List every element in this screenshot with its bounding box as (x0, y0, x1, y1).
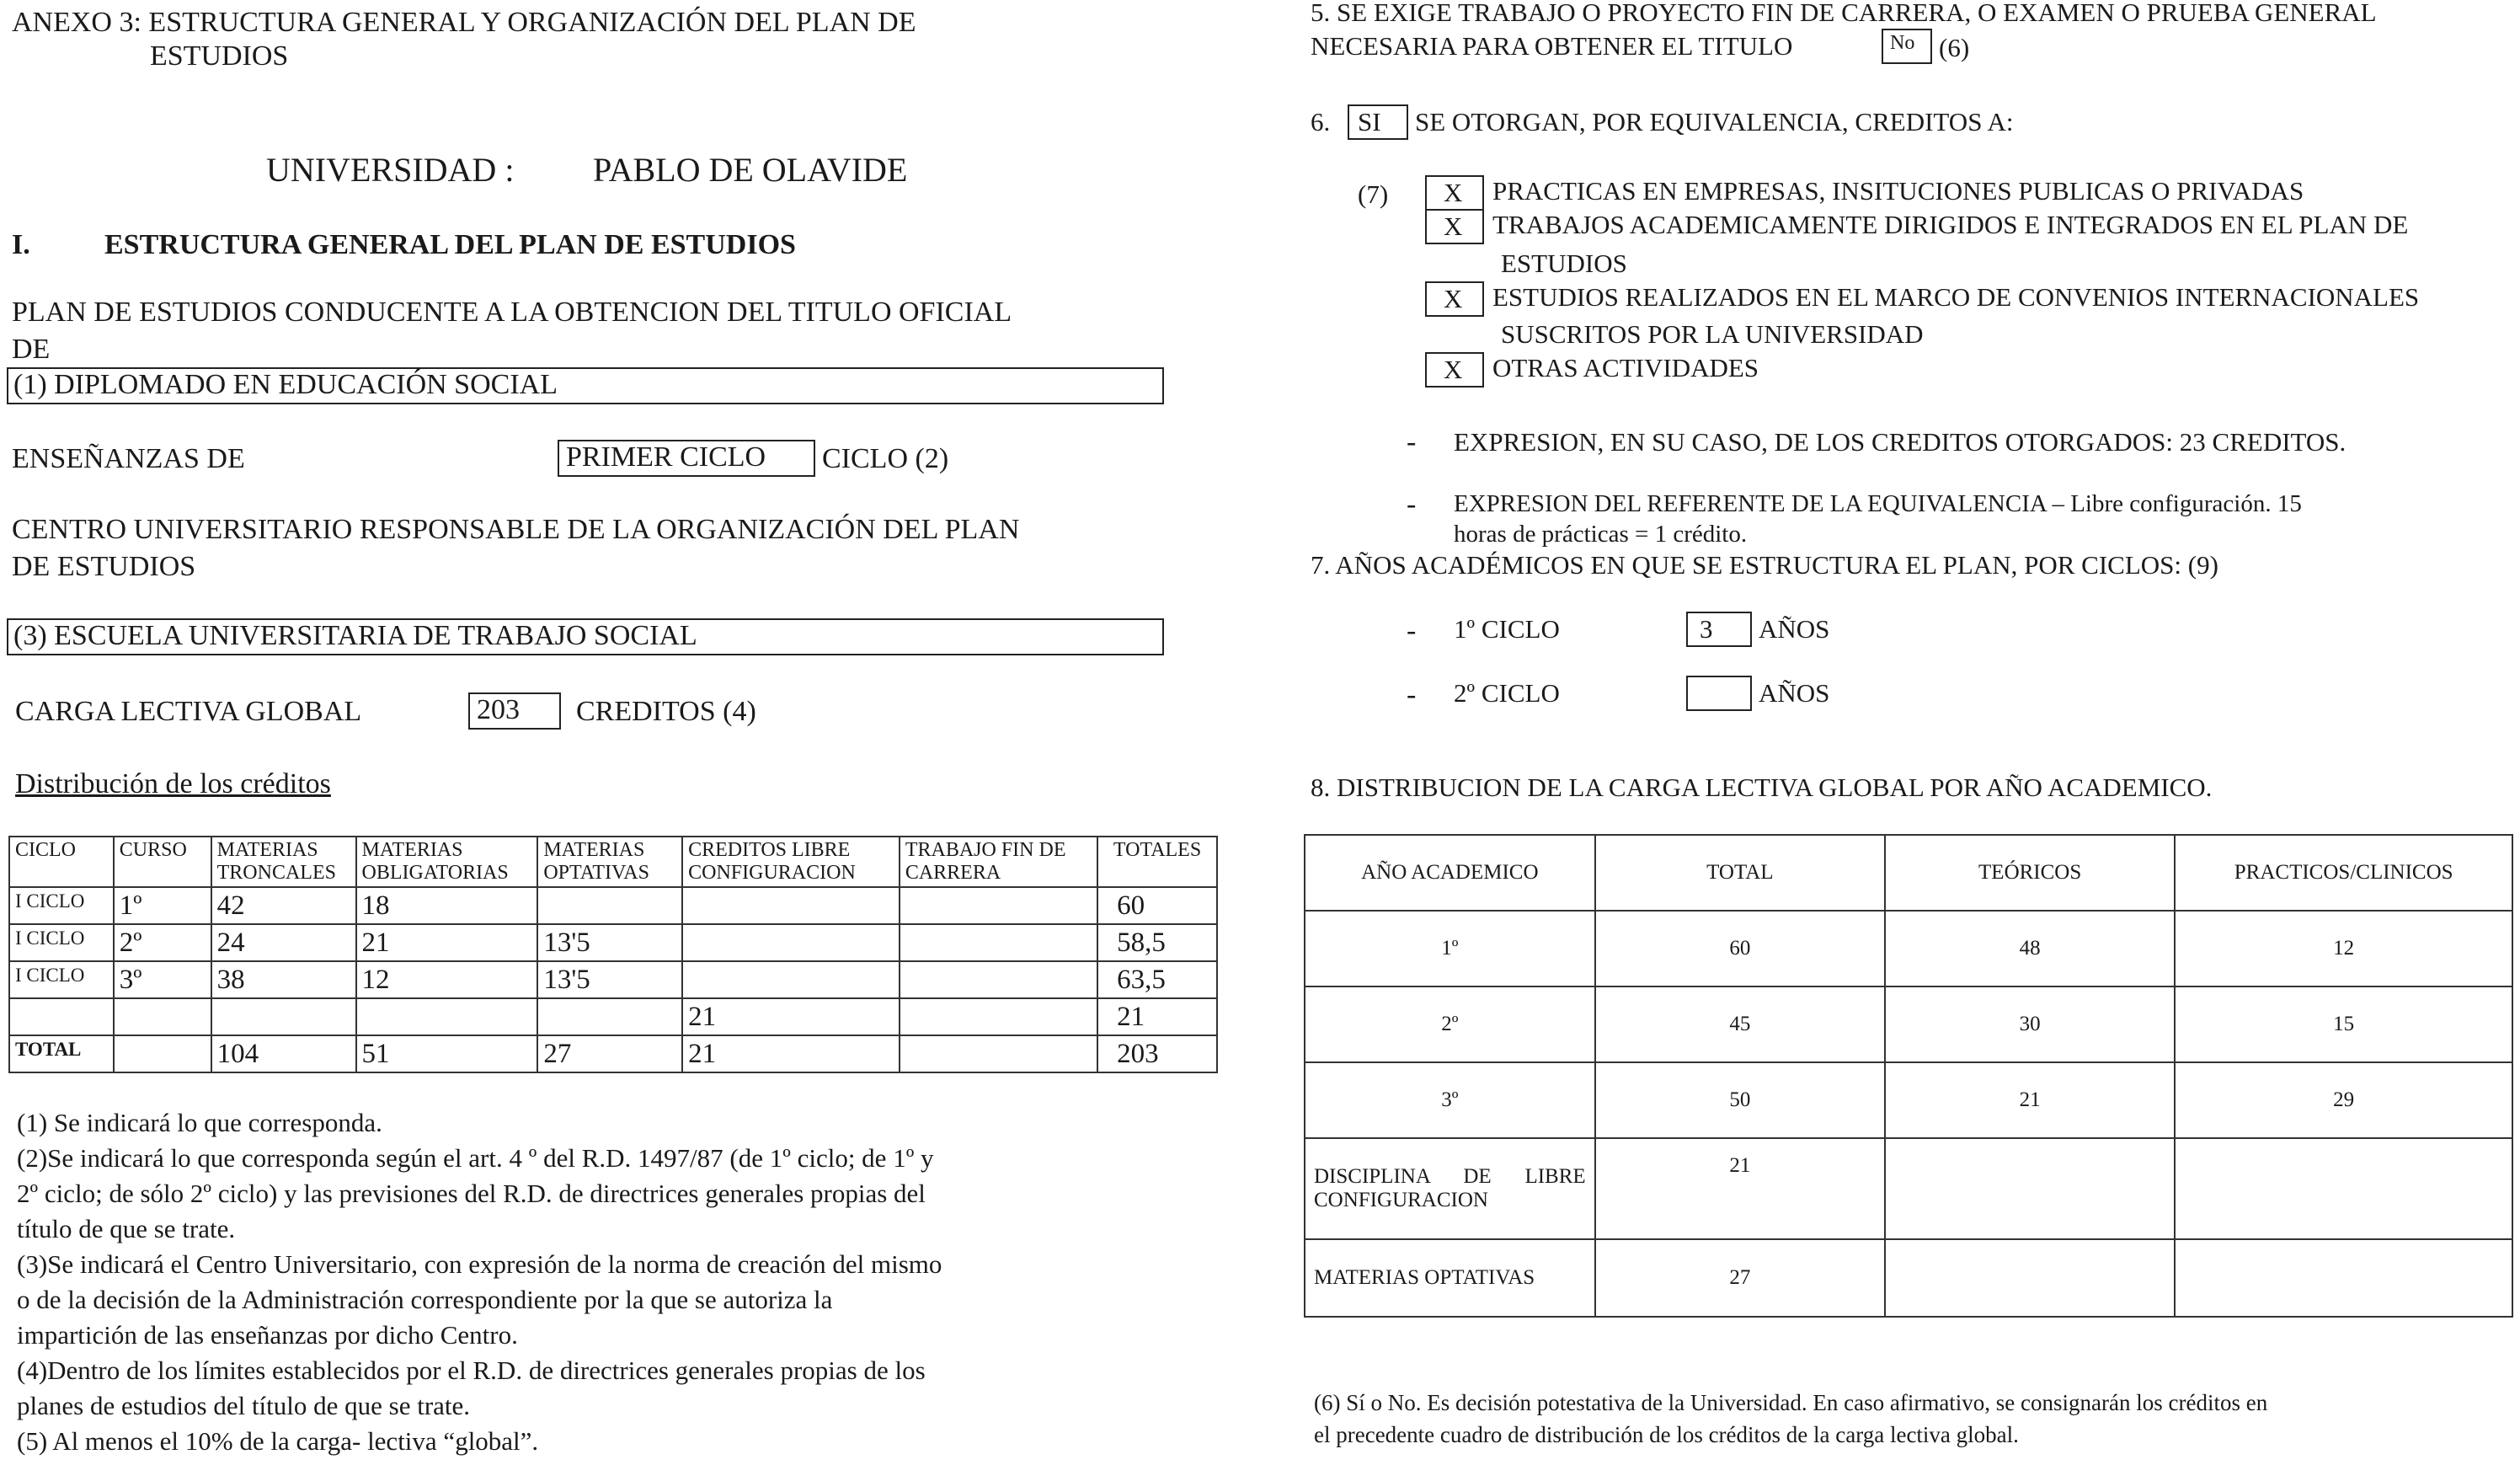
table-cell: 15 (2175, 986, 2512, 1062)
plan-line-1: PLAN DE ESTUDIOS CONDUCENTE A LA OBTENCION DEL TITULO OFICIAL (12, 297, 1012, 328)
table-cell: 203 (1097, 1035, 1217, 1072)
q7-title: 7. AÑOS ACADÉMICOS EN QUE SE ESTRUCTURA EL PLAN, POR CICLOS: (9) (1311, 550, 2218, 580)
year-table-header (1305, 835, 2512, 911)
university-name: PABLO DE OLAVIDE (593, 151, 908, 189)
table-cell: 21 (356, 924, 538, 961)
header-cell: MATERIAS OPTATIVAS (537, 837, 682, 887)
centro-line-1: CENTRO UNIVERSITARIO RESPONSABLE DE LA ORGANIZACIÓN DEL PLAN (12, 514, 1020, 545)
ciclo2-box (1686, 676, 1752, 711)
table-cell: 58,5 (1097, 924, 1217, 961)
table-cell (900, 887, 1097, 924)
table-cell (1885, 1138, 2175, 1239)
note-3c: impartición de las enseñanzas por dicho Centro. (17, 1320, 518, 1350)
section-title: ESTRUCTURA GENERAL DEL PLAN DE ESTUDIOS (104, 229, 796, 260)
header-cell: TOTALES (1097, 837, 1217, 887)
table-cell (900, 1035, 1097, 1072)
table-cell: 21 (682, 998, 900, 1035)
table-row (9, 961, 1217, 998)
note-1: (1) Se indicará lo que corresponda. (17, 1108, 382, 1137)
table-cell: 45 (1595, 986, 1885, 1062)
table-cell (537, 998, 682, 1035)
credits-table-header (9, 837, 1217, 887)
table-cell (900, 998, 1097, 1035)
table-cell: 38 (211, 961, 356, 998)
check-mark-icon: X (1444, 211, 1463, 241)
table-cell (537, 887, 682, 924)
option-1-label: PRACTICAS EN EMPRESAS, INSITUCIONES PUBLICAS O PRIVADAS (1492, 176, 2304, 206)
table-cell: 104 (211, 1035, 356, 1072)
table-cell: I CICLO (9, 924, 114, 961)
ciclo1-value: 3 (1700, 614, 1713, 644)
carga-label: CARGA LECTIVA GLOBAL (15, 696, 362, 727)
table-cell: 12 (2175, 911, 2512, 986)
table-cell (2175, 1138, 2512, 1239)
table-cell (1885, 1239, 2175, 1317)
q6-ref: (7) (1358, 179, 1389, 209)
note-4: (4)Dentro de los límites establecidos por el R.D. de directrices generales propias de los (17, 1355, 926, 1385)
bullet-dash: - (1407, 679, 1417, 710)
ciclo1-anos: AÑOS (1759, 614, 1830, 644)
header-cell: TOTAL (1595, 835, 1885, 911)
table-cell (2175, 1239, 2512, 1317)
footnote-6-line-1: (6) Sí o No. Es decisión potestativa de la Universidad. En caso afirmativo, se consignarán los créditos en (1314, 1390, 2268, 1415)
ensenanzas-label: ENSEÑANZAS DE (12, 443, 245, 474)
ciclo1-label: 1º CICLO (1454, 614, 1560, 644)
table-cell: 42 (211, 887, 356, 924)
q5-answer-box (1882, 29, 1932, 64)
carga-box (468, 692, 561, 730)
option-3-label-cont: SUSCRITOS POR LA UNIVERSIDAD (1501, 319, 1924, 349)
header-cell: CURSO (114, 837, 211, 887)
note-2: (2)Se indicará lo que corresponda según el art. 4 º del R.D. 1497/87 (de 1º ciclo; de 1º y (17, 1143, 934, 1173)
expresion-creditos: EXPRESION, EN SU CASO, DE LOS CREDITOS OTORGADOS: 23 CREDITOS. (1454, 427, 2346, 457)
table-cell: 12 (356, 961, 538, 998)
table-cell: 48 (1885, 911, 2175, 986)
table-cell: 21 (1595, 1138, 1885, 1239)
table-cell: 51 (356, 1035, 538, 1072)
table-cell (682, 961, 900, 998)
table-row-total (9, 1035, 1217, 1072)
table-cell: 18 (356, 887, 538, 924)
table-cell (211, 998, 356, 1035)
option-1-checkbox[interactable] (1425, 175, 1484, 211)
note-4b: planes de estudios del título de que se trate. (17, 1391, 471, 1420)
check-mark-icon: X (1444, 284, 1463, 313)
table-cell (900, 961, 1097, 998)
table-cell: 24 (211, 924, 356, 961)
ciclo1-box (1686, 612, 1752, 647)
header-cell: MATERIAS OBLIGATORIAS (356, 837, 538, 887)
ciclo2-label: 2º CICLO (1454, 678, 1560, 708)
centro-name: (3) ESCUELA UNIVERSITARIA DE TRABAJO SOCIAL (13, 620, 697, 651)
table-cell: 13'5 (537, 924, 682, 961)
ciclo-value: PRIMER CICLO (566, 441, 766, 473)
table-cell: 60 (1097, 887, 1217, 924)
header-cell: MATERIAS TRONCALES (211, 837, 356, 887)
table-cell (900, 924, 1097, 961)
header-cell: TRABAJO FIN DE CARRERA (900, 837, 1097, 887)
option-2-label-cont: ESTUDIOS (1501, 249, 1627, 278)
table-cell: MATERIAS OPTATIVAS (1305, 1239, 1595, 1317)
q5-line-2: NECESARIA PARA OBTENER EL TITULO (1311, 31, 1793, 61)
q5-answer: No (1890, 32, 1915, 54)
table-cell (114, 998, 211, 1035)
table-row (9, 887, 1217, 924)
note-2c: título de que se trate. (17, 1214, 236, 1243)
header-cell: CICLO (9, 837, 114, 887)
table-cell (682, 924, 900, 961)
table-cell: 1º (114, 887, 211, 924)
bullet-dash: - (1407, 615, 1417, 646)
option-3-label: ESTUDIOS REALIZADOS EN EL MARCO DE CONVENIOS INTERNACIONALES (1492, 282, 2420, 312)
table-cell: 13'5 (537, 961, 682, 998)
year-table (1304, 834, 2513, 1318)
bullet-dash: - (1407, 489, 1417, 520)
expresion-referente: EXPRESION DEL REFERENTE DE LA EQUIVALENCIA – Libre configuración. 15 (1454, 490, 2302, 517)
table-cell: 27 (1595, 1239, 1885, 1317)
q5-line-1: 5. SE EXIGE TRABAJO O PROYECTO FIN DE CARRERA, O EXAMEN O PRUEBA GENERAL (1311, 0, 2377, 27)
centro-box (7, 618, 1164, 655)
table-row (1305, 1062, 2512, 1138)
bullet-dash: - (1407, 426, 1417, 457)
table-row (1305, 986, 2512, 1062)
table-cell (356, 998, 538, 1035)
carga-value: 203 (477, 694, 520, 725)
carga-suffix: CREDITOS (4) (576, 696, 756, 727)
ciclo-suffix: CICLO (2) (822, 443, 949, 474)
option-2-label: TRABAJOS ACADEMICAMENTE DIRIGIDOS E INTEGRADOS EN EL PLAN DE (1492, 210, 2409, 239)
table-cell: 60 (1595, 911, 1885, 986)
option-2-checkbox[interactable] (1425, 209, 1484, 244)
table-cell: 3º (114, 961, 211, 998)
university-label: UNIVERSIDAD : (266, 151, 515, 189)
note-3: (3)Se indicará el Centro Universitario, con expresión de la norma de creación del mismo (17, 1249, 942, 1279)
section-number: I. (12, 229, 30, 260)
table-cell: 50 (1595, 1062, 1885, 1138)
table-cell (9, 998, 114, 1035)
q5-ref: (6) (1939, 33, 1970, 62)
credits-table (8, 836, 1218, 1073)
option-4-checkbox[interactable] (1425, 352, 1484, 388)
table-cell: 1º (1305, 911, 1595, 986)
table-cell (682, 887, 900, 924)
table-cell: 2º (1305, 986, 1595, 1062)
ciclo2-anos: AÑOS (1759, 678, 1830, 708)
q6-answer: SI (1358, 107, 1381, 136)
table-row (1305, 911, 2512, 986)
annex-title-line-1: ANEXO 3: ESTRUCTURA GENERAL Y ORGANIZACIÓN DEL PLAN DE (12, 7, 916, 38)
option-4-label: OTRAS ACTIVIDADES (1492, 353, 1759, 382)
table-cell: 3º (1305, 1062, 1595, 1138)
table-cell: 29 (2175, 1062, 2512, 1138)
table-row (9, 998, 1217, 1035)
table-cell: 21 (1097, 998, 1217, 1035)
centro-line-2: DE ESTUDIOS (12, 551, 196, 582)
header-cell: PRACTICOS/CLINICOS (2175, 835, 2512, 911)
option-3-checkbox[interactable] (1425, 281, 1484, 317)
expresion-referente-cont: horas de prácticas = 1 crédito. (1454, 521, 1748, 548)
q8-title: 8. DISTRIBUCION DE LA CARGA LECTIVA GLOBAL POR AÑO ACADEMICO. (1311, 773, 2213, 802)
table-cell: I CICLO (9, 887, 114, 924)
note-2b: 2º ciclo; de sólo 2º ciclo) y las previsiones del R.D. de directrices generales propias del (17, 1179, 926, 1208)
table-cell: DISCIPLINA DE LIBRE CONFIGURACION (1305, 1138, 1595, 1239)
footnote-6-line-2: el precedente cuadro de distribución de los créditos de la carga lectiva global. (1314, 1422, 2019, 1447)
header-cell: CREDITOS LIBRE CONFIGURACION (682, 837, 900, 887)
table-cell: 2º (114, 924, 211, 961)
distribucion-title: Distribución de los créditos (15, 768, 331, 799)
table-cell: 27 (537, 1035, 682, 1072)
table-row (9, 924, 1217, 961)
annex-title-line-2: ESTUDIOS (150, 40, 289, 72)
table-cell: 21 (1885, 1062, 2175, 1138)
ciclo-box (558, 440, 815, 477)
note-3b: o de la decisión de la Administración correspondiente por la que se autoriza la (17, 1285, 833, 1314)
header-cell: TEÓRICOS (1885, 835, 2175, 911)
plan-line-2: DE (12, 334, 51, 365)
table-cell: 63,5 (1097, 961, 1217, 998)
check-mark-icon: X (1444, 178, 1463, 207)
degree-title-box (7, 367, 1164, 404)
table-row (1305, 1239, 2512, 1317)
table-cell (114, 1035, 211, 1072)
table-cell: 21 (682, 1035, 900, 1072)
table-cell: 30 (1885, 986, 2175, 1062)
table-cell: I CICLO (9, 961, 114, 998)
table-cell: TOTAL (9, 1035, 114, 1072)
table-row (1305, 1138, 2512, 1239)
degree-title: (1) DIPLOMADO EN EDUCACIÓN SOCIAL (13, 369, 558, 400)
q6-answer-box (1348, 104, 1408, 140)
q6-number: 6. (1311, 107, 1331, 136)
header-cell: AÑO ACADEMICO (1305, 835, 1595, 911)
check-mark-icon: X (1444, 355, 1463, 384)
note-5: (5) Al menos el 10% de la carga- lectiva “global”. (17, 1426, 539, 1456)
q6-text: SE OTORGAN, POR EQUIVALENCIA, CREDITOS A: (1415, 107, 2014, 136)
